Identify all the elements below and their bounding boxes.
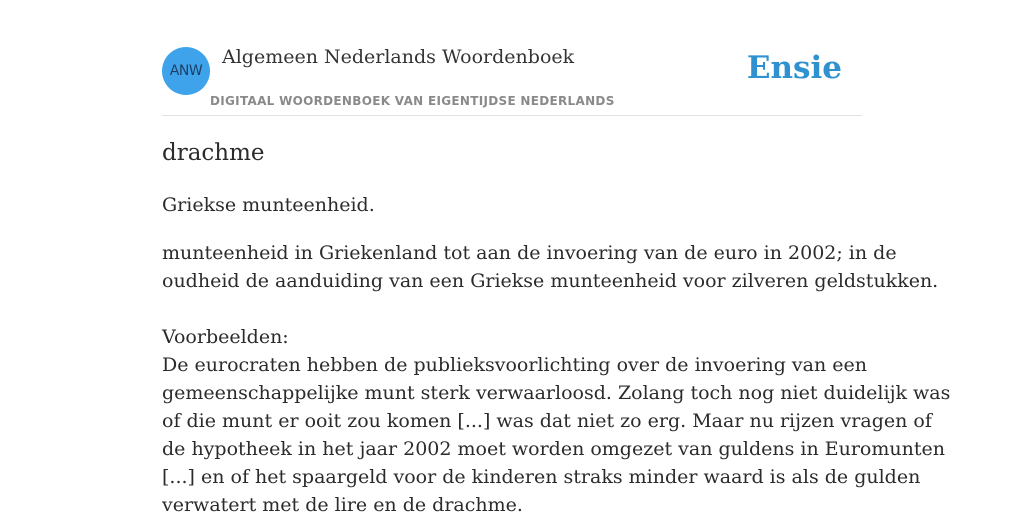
ensie-brand-link[interactable]: Ensie (746, 50, 842, 86)
entry-body (162, 239, 951, 512)
site-title[interactable]: Algemeen Nederlands Woordenboek (222, 46, 575, 68)
example-line: of die munt er ooit zou komen [...] was dat niet zo erg. Maar nu rijzen vragen of (162, 410, 932, 432)
site-subtitle: DIGITAAL WOORDENBOEK VAN EIGENTIJDSE NEDERLANDS (210, 94, 615, 108)
example-line: De eurocraten hebben de publieksvoorlichting over de invoering van een (162, 354, 867, 376)
example-line: de hypotheek in het jaar 2002 moet worden omgezet van guldens in Euromunten (162, 438, 945, 460)
example-line: gemeenschappelijke munt sterk verwaarloosd. Zolang toch nog niet duidelijk was (162, 382, 951, 404)
logo-text: ANW (169, 63, 203, 79)
header-divider (162, 115, 862, 116)
page (162, 0, 951, 512)
definition-line: munteenheid in Griekenland tot aan de invoering van de euro in 2002; in de (162, 242, 897, 264)
short-definition: Griekse munteenheid. (162, 194, 375, 216)
examples-label: Voorbeelden: (162, 326, 289, 348)
definition-line: oudheid de aanduiding van een Griekse munteenheid voor zilveren geldstukken. (162, 270, 939, 292)
example-line: [...] en of het spaargeld voor de kinderen straks minder waard is als de gulden (162, 466, 921, 488)
example-line: verwatert met de lire en de drachme. (162, 494, 523, 512)
anw-logo[interactable] (162, 47, 210, 95)
paragraph-gap (162, 295, 862, 323)
entry-headword: drachme (162, 140, 265, 166)
